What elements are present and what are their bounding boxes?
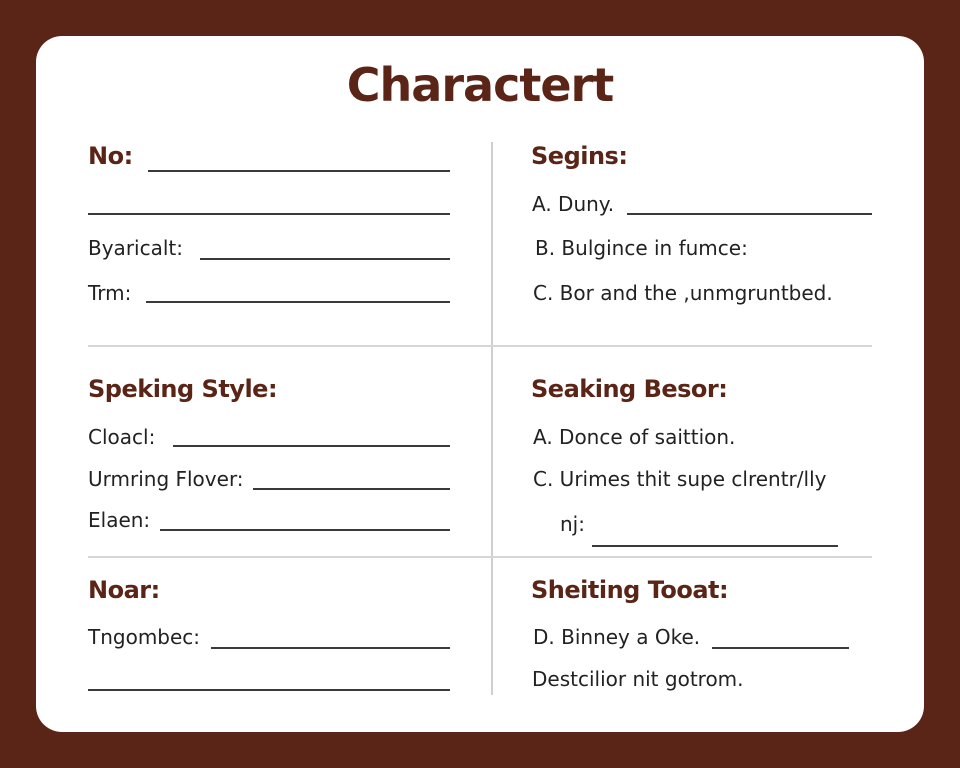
option-c: C. Bor and the ,unmgruntbed.	[533, 281, 833, 305]
section-heading: Noar:	[88, 576, 160, 604]
column-divider	[491, 142, 493, 695]
field-label: Urmring Flover:	[88, 467, 244, 491]
option-c-continued: nj:	[560, 512, 585, 536]
section-heading: Sheiting Tooat:	[531, 576, 729, 604]
field-blank-line-2[interactable]	[88, 689, 450, 691]
option-a-blank[interactable]	[627, 213, 872, 215]
row-divider-1	[88, 345, 872, 347]
name-heading: No:	[88, 142, 133, 170]
name-blank-line-2[interactable]	[88, 213, 450, 215]
field-blank[interactable]	[253, 488, 450, 490]
field-blank[interactable]	[211, 647, 450, 649]
speaking-style-heading: Speking Style:	[88, 375, 278, 403]
field-blank[interactable]	[146, 301, 450, 303]
page-title: Charactert	[346, 58, 614, 112]
field-label: Tngombec:	[88, 625, 201, 649]
field-blank[interactable]	[173, 445, 450, 447]
option-d: D. Binney a Oke.	[533, 625, 701, 649]
option-c: C. Urimes thit supe clrentr/lly	[533, 467, 827, 491]
field-blank[interactable]	[160, 529, 450, 531]
option-b: B. Bulgince in fumce:	[535, 236, 748, 260]
option-c-blank[interactable]	[592, 545, 838, 547]
name-blank[interactable]	[148, 170, 450, 172]
field-label: Byaricalt:	[88, 236, 183, 260]
row-divider-2	[88, 556, 872, 558]
field-label: Trm:	[88, 281, 132, 305]
section-heading: Seaking Besor:	[531, 375, 728, 403]
field-blank[interactable]	[200, 258, 450, 260]
field-label: Elaen:	[88, 508, 151, 532]
option-a: A. Duny.	[532, 192, 615, 216]
field-label: Cloacl:	[88, 425, 156, 449]
section-heading: Segins:	[531, 142, 628, 170]
option-d-blank[interactable]	[712, 647, 849, 649]
option-a: A. Donce of saittion.	[533, 425, 736, 449]
option-e: Destcilior nit gotrom.	[532, 667, 744, 691]
